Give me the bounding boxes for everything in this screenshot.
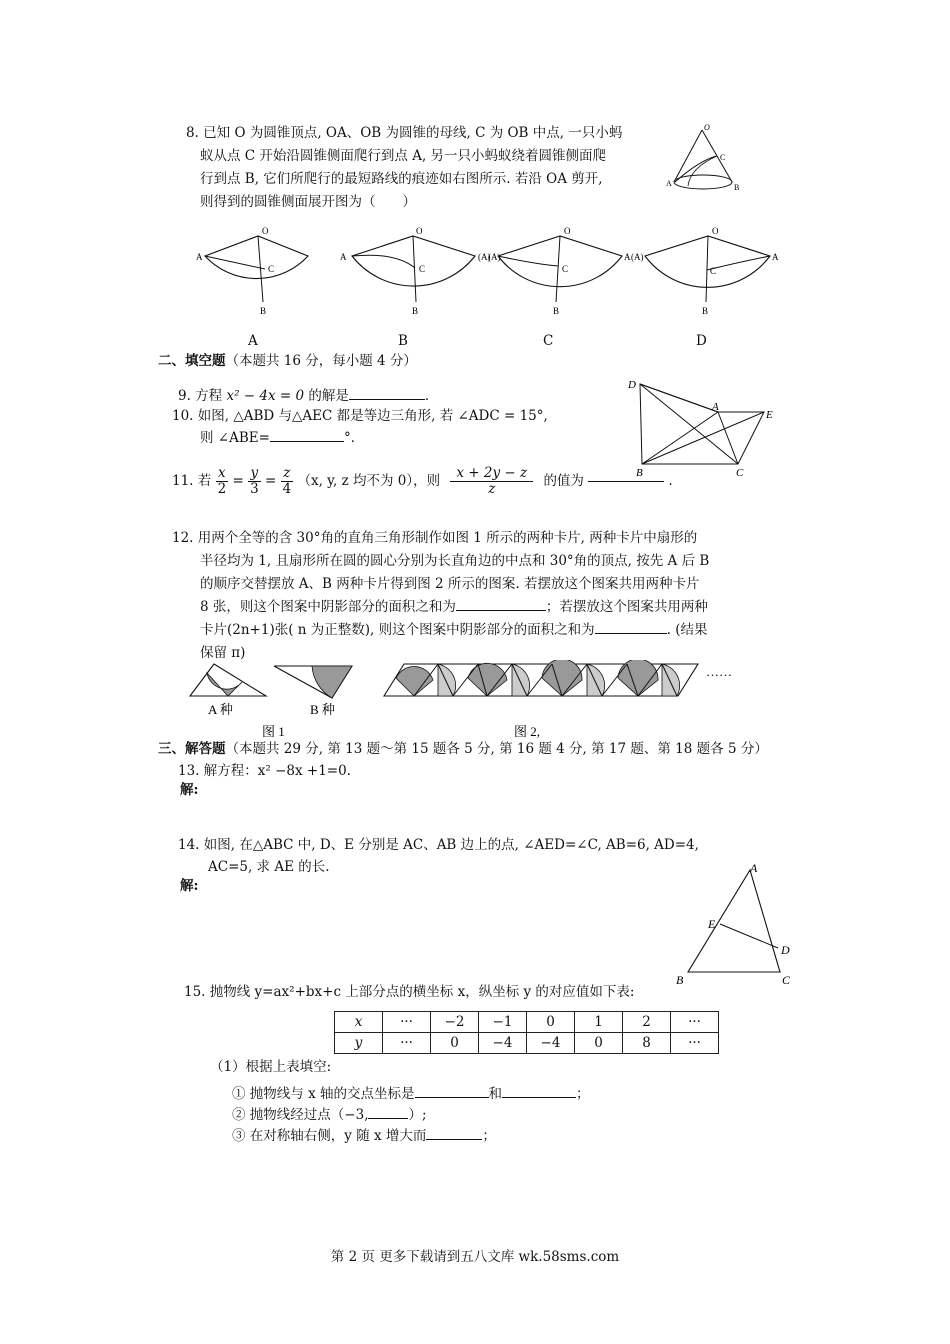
- fig-b-label-c: C: [419, 264, 426, 274]
- q15-cell: x: [335, 1012, 383, 1033]
- pattern-dots: ……: [706, 664, 732, 679]
- q12-line5b: . (结果: [666, 622, 708, 638]
- q15-cell: ···: [671, 1033, 719, 1054]
- fig-b-label-o: O: [416, 226, 423, 236]
- q8-line2: 蚁从点 C 开始沿圆锥侧面爬行到点 A, 另一只小蚂蚁绕着圆锥侧面爬: [200, 148, 607, 164]
- q15-cell: ···: [671, 1012, 719, 1033]
- q15-item1c: ；: [576, 1086, 590, 1102]
- section3-heading: [158, 740, 768, 758]
- q10-label-a: A: [712, 401, 719, 413]
- fig1-caption: 图 1: [262, 724, 285, 739]
- option-label-b: B: [398, 333, 408, 349]
- q12-blank-1[interactable]: [456, 610, 546, 611]
- pattern-strip: [384, 660, 698, 696]
- q10-line1: 10. 如图, △ABD 与△AEC 都是等边三角形, 若 ∠ADC = 15°,: [172, 408, 548, 424]
- fig-c-label-c: C: [562, 264, 569, 274]
- q15-cell: 0: [527, 1012, 575, 1033]
- q15-item2b: ）;: [408, 1107, 427, 1123]
- q14-figure: [670, 862, 800, 990]
- fig-c-label-a-paren: (A): [488, 252, 501, 262]
- q12-line4: [200, 598, 708, 616]
- q15-item1: [232, 1085, 590, 1103]
- fig-d-label-o: O: [712, 226, 719, 236]
- q15-sub-title: （1）根据上表填空:: [210, 1059, 332, 1075]
- q14-line1: 14. 如图, 在△ABC 中, D、E 分别是 AC、AB 边上的点, ∠AED=∠C, AB=6, AD=4,: [178, 837, 699, 853]
- q9-end: ．: [424, 388, 439, 404]
- q9-answer-blank[interactable]: [349, 399, 425, 400]
- page-footer: 第 2 页 更多下载请到五八文库 wk.58sms.com: [330, 1249, 620, 1265]
- fig-b-label-a: A: [340, 252, 347, 262]
- q15-item3b: ；: [482, 1128, 496, 1144]
- fig-c-label-o: O: [564, 226, 571, 236]
- q10-figure: [620, 372, 790, 478]
- section2-desc: （本题共 16 分，每小题 4 分）: [225, 353, 417, 369]
- q12-line3: 的顺序交替摆放 A、B 两种卡片得到图 2 所示的图案. 若摆放这个图案共用两种卡片: [200, 576, 700, 592]
- q15-cell: 8: [623, 1033, 671, 1054]
- section2-heading: [158, 352, 417, 370]
- fig2-caption: 图 2,: [514, 724, 541, 739]
- section2-title: 二、填空题: [158, 353, 226, 369]
- q11-frac-z: $\frac{z}{4}$: [282, 465, 292, 497]
- q12-line1: 12. 用两个全等的含 30°角的直角三角形制作如图 1 所示的两种卡片, 两种卡片中扇形的: [172, 530, 698, 546]
- q9-equation: x² − 4x = 0: [226, 388, 305, 404]
- option-label-a: A: [248, 333, 258, 349]
- fig-d-label-a-paren: (A): [631, 252, 644, 262]
- q15-cell: −1: [479, 1012, 527, 1033]
- fig-b-label-b: B: [412, 306, 419, 316]
- q11-expression: $\frac{x + 2y - z}{z}$: [450, 466, 533, 497]
- q15-item1b: 和: [488, 1086, 502, 1102]
- q15-table-row-x: [335, 1012, 719, 1033]
- q11-frac-y: $\frac{y}{3}$: [250, 465, 259, 497]
- q10-label-e: E: [766, 409, 773, 421]
- fig-c-label-b: B: [553, 306, 560, 316]
- q8-options-figure: [190, 222, 790, 322]
- q11-answer-blank[interactable]: [588, 481, 664, 482]
- q12-figures: [182, 660, 762, 742]
- card-b: [274, 666, 352, 698]
- q14-label-a: A: [750, 862, 758, 875]
- q14-answer-label: 解:: [180, 878, 199, 894]
- q10-line2-suffix: °．: [343, 430, 365, 446]
- q14-label-b: B: [676, 973, 684, 987]
- q15-text: 15. 抛物线 y=ax²+bx+c 上部分点的横坐标 x，纵坐标 y 的对应值如下表:: [184, 984, 635, 1000]
- q8-line1: 8. 已知 O 为圆锥顶点, OA、OB 为圆锥的母线, C 为 OB 中点, 一只小蚂: [186, 125, 623, 141]
- fig-b-label-a-paren: (A): [478, 252, 491, 262]
- q12-line5a: 卡片(2n+1)张( n 为正整数), 则这个图案中阴影部分的面积之和为: [200, 622, 595, 638]
- q15-blank-3[interactable]: [368, 1118, 408, 1119]
- q15-cell: 2: [623, 1012, 671, 1033]
- q9-suffix: 的解是: [304, 388, 349, 404]
- q11-cond: （x, y, z 均不为 0），则: [297, 473, 441, 489]
- fig-c-label-a: A: [624, 252, 631, 262]
- q15-item2: [232, 1106, 427, 1124]
- section3-desc: （本题共 29 分, 第 13 题～第 15 题各 5 分, 第 16 题 4 分, 第 17 题、第 18 题各 5 分）: [225, 741, 768, 757]
- fig-a-label-a: A: [196, 252, 203, 262]
- q15-item3a: ③ 在对称轴右侧，y 随 x 增大而: [232, 1128, 427, 1144]
- q14-label-d: D: [781, 943, 790, 957]
- q12-line4b: ；若摆放这个图案共用两种: [545, 599, 708, 615]
- q15-item1a: ① 抛物线与 x 轴的交点坐标是: [232, 1086, 415, 1102]
- fig-a-label-b: B: [260, 306, 267, 316]
- q15-cell: −2: [431, 1012, 479, 1033]
- q10-label-d: D: [628, 379, 636, 391]
- q14-line2: AC=5, 求 AE 的长.: [208, 859, 330, 875]
- q15-blank-1[interactable]: [415, 1097, 489, 1098]
- q15-item3: [232, 1127, 496, 1145]
- option-label-d: D: [696, 333, 707, 349]
- q15-item2a: ② 抛物线经过点（−3,: [232, 1107, 369, 1123]
- option-c-figure: [488, 226, 631, 316]
- q11-suffix: 的值为: [543, 473, 584, 489]
- q15-cell: 0: [431, 1033, 479, 1054]
- q15-table: [334, 1011, 719, 1054]
- q12-line4a: 8 张，则这个图案中阴影部分的面积之和为: [200, 599, 456, 615]
- q13-answer-label: 解:: [180, 782, 199, 798]
- cone-label-o: O: [704, 123, 710, 132]
- q10-answer-blank[interactable]: [270, 441, 344, 442]
- q11: 11. 若 $\frac{x}{2}$ = $\frac{y}{3}$ = $\frac{z}{4}$ （x, y, z 均不为 0），则 $\frac{x + 2y - z}{z}$ 的值为 ．: [172, 465, 683, 497]
- q15-table-row-y: [335, 1033, 719, 1054]
- section3-title: 三、解答题: [158, 741, 226, 757]
- q15-cell: y: [335, 1033, 383, 1054]
- option-b-figure: [340, 226, 491, 316]
- q13-text: 13. 解方程：x² −8x +1=0.: [178, 763, 351, 779]
- q10-label-c: C: [736, 467, 744, 478]
- q12-line5: [200, 621, 707, 639]
- q14-label-e: E: [708, 917, 716, 931]
- q9-prefix: 9. 方程: [178, 388, 227, 404]
- cone-label-b: B: [734, 183, 740, 192]
- option-a-figure: [196, 226, 308, 316]
- fig-a-label-c: C: [268, 264, 275, 274]
- q10-label-b: B: [636, 467, 643, 478]
- fig-d-label-a: A: [772, 252, 779, 262]
- option-d-figure: [631, 226, 779, 316]
- q15-blank-2[interactable]: [502, 1097, 576, 1098]
- fig-d-label-b: B: [702, 306, 709, 316]
- q12-blank-2[interactable]: [595, 633, 667, 634]
- q10-line2-prefix: 则 ∠ABE=: [200, 430, 270, 446]
- q11-end: ．: [668, 473, 683, 489]
- q12-line6: 保留 π): [200, 645, 246, 661]
- card-a-label: A 种: [208, 702, 233, 717]
- q12-line2: 半径均为 1, 且扇形所在圆的圆心分别为长直角边的中点和 30°角的顶点, 按先 A 后 B: [200, 553, 710, 569]
- fig-a-label-o: O: [262, 226, 269, 236]
- q15-cell: 1: [575, 1012, 623, 1033]
- q15-cell: −4: [527, 1033, 575, 1054]
- q15-blank-4[interactable]: [426, 1139, 482, 1140]
- option-label-c: C: [543, 333, 554, 349]
- q15-cell: ···: [383, 1033, 431, 1054]
- cone-figure: [660, 120, 750, 200]
- fig-d-label-c: C: [710, 266, 717, 276]
- q8-line4: 则得到的圆锥侧面展开图为（ ）: [200, 194, 416, 210]
- card-a: [190, 664, 266, 696]
- q11-frac-x: $\frac{x}{2}$: [217, 465, 227, 497]
- q9: [178, 387, 438, 405]
- q14-label-c: C: [782, 973, 791, 987]
- cone-label-c: C: [720, 153, 726, 162]
- q8-line3: 行到点 B, 它们所爬行的最短路线的痕迹如右图所示. 若沿 OA 剪开,: [200, 171, 603, 187]
- card-b-label: B 种: [310, 702, 335, 717]
- q10-line2: [200, 429, 364, 447]
- q15-cell: 0: [575, 1033, 623, 1054]
- q15-cell: ···: [383, 1012, 431, 1033]
- cone-label-a: A: [666, 179, 672, 188]
- q15-table-wrap: [334, 1011, 719, 1054]
- q11-prefix: 11. 若: [172, 473, 212, 489]
- q15-cell: −4: [479, 1033, 527, 1054]
